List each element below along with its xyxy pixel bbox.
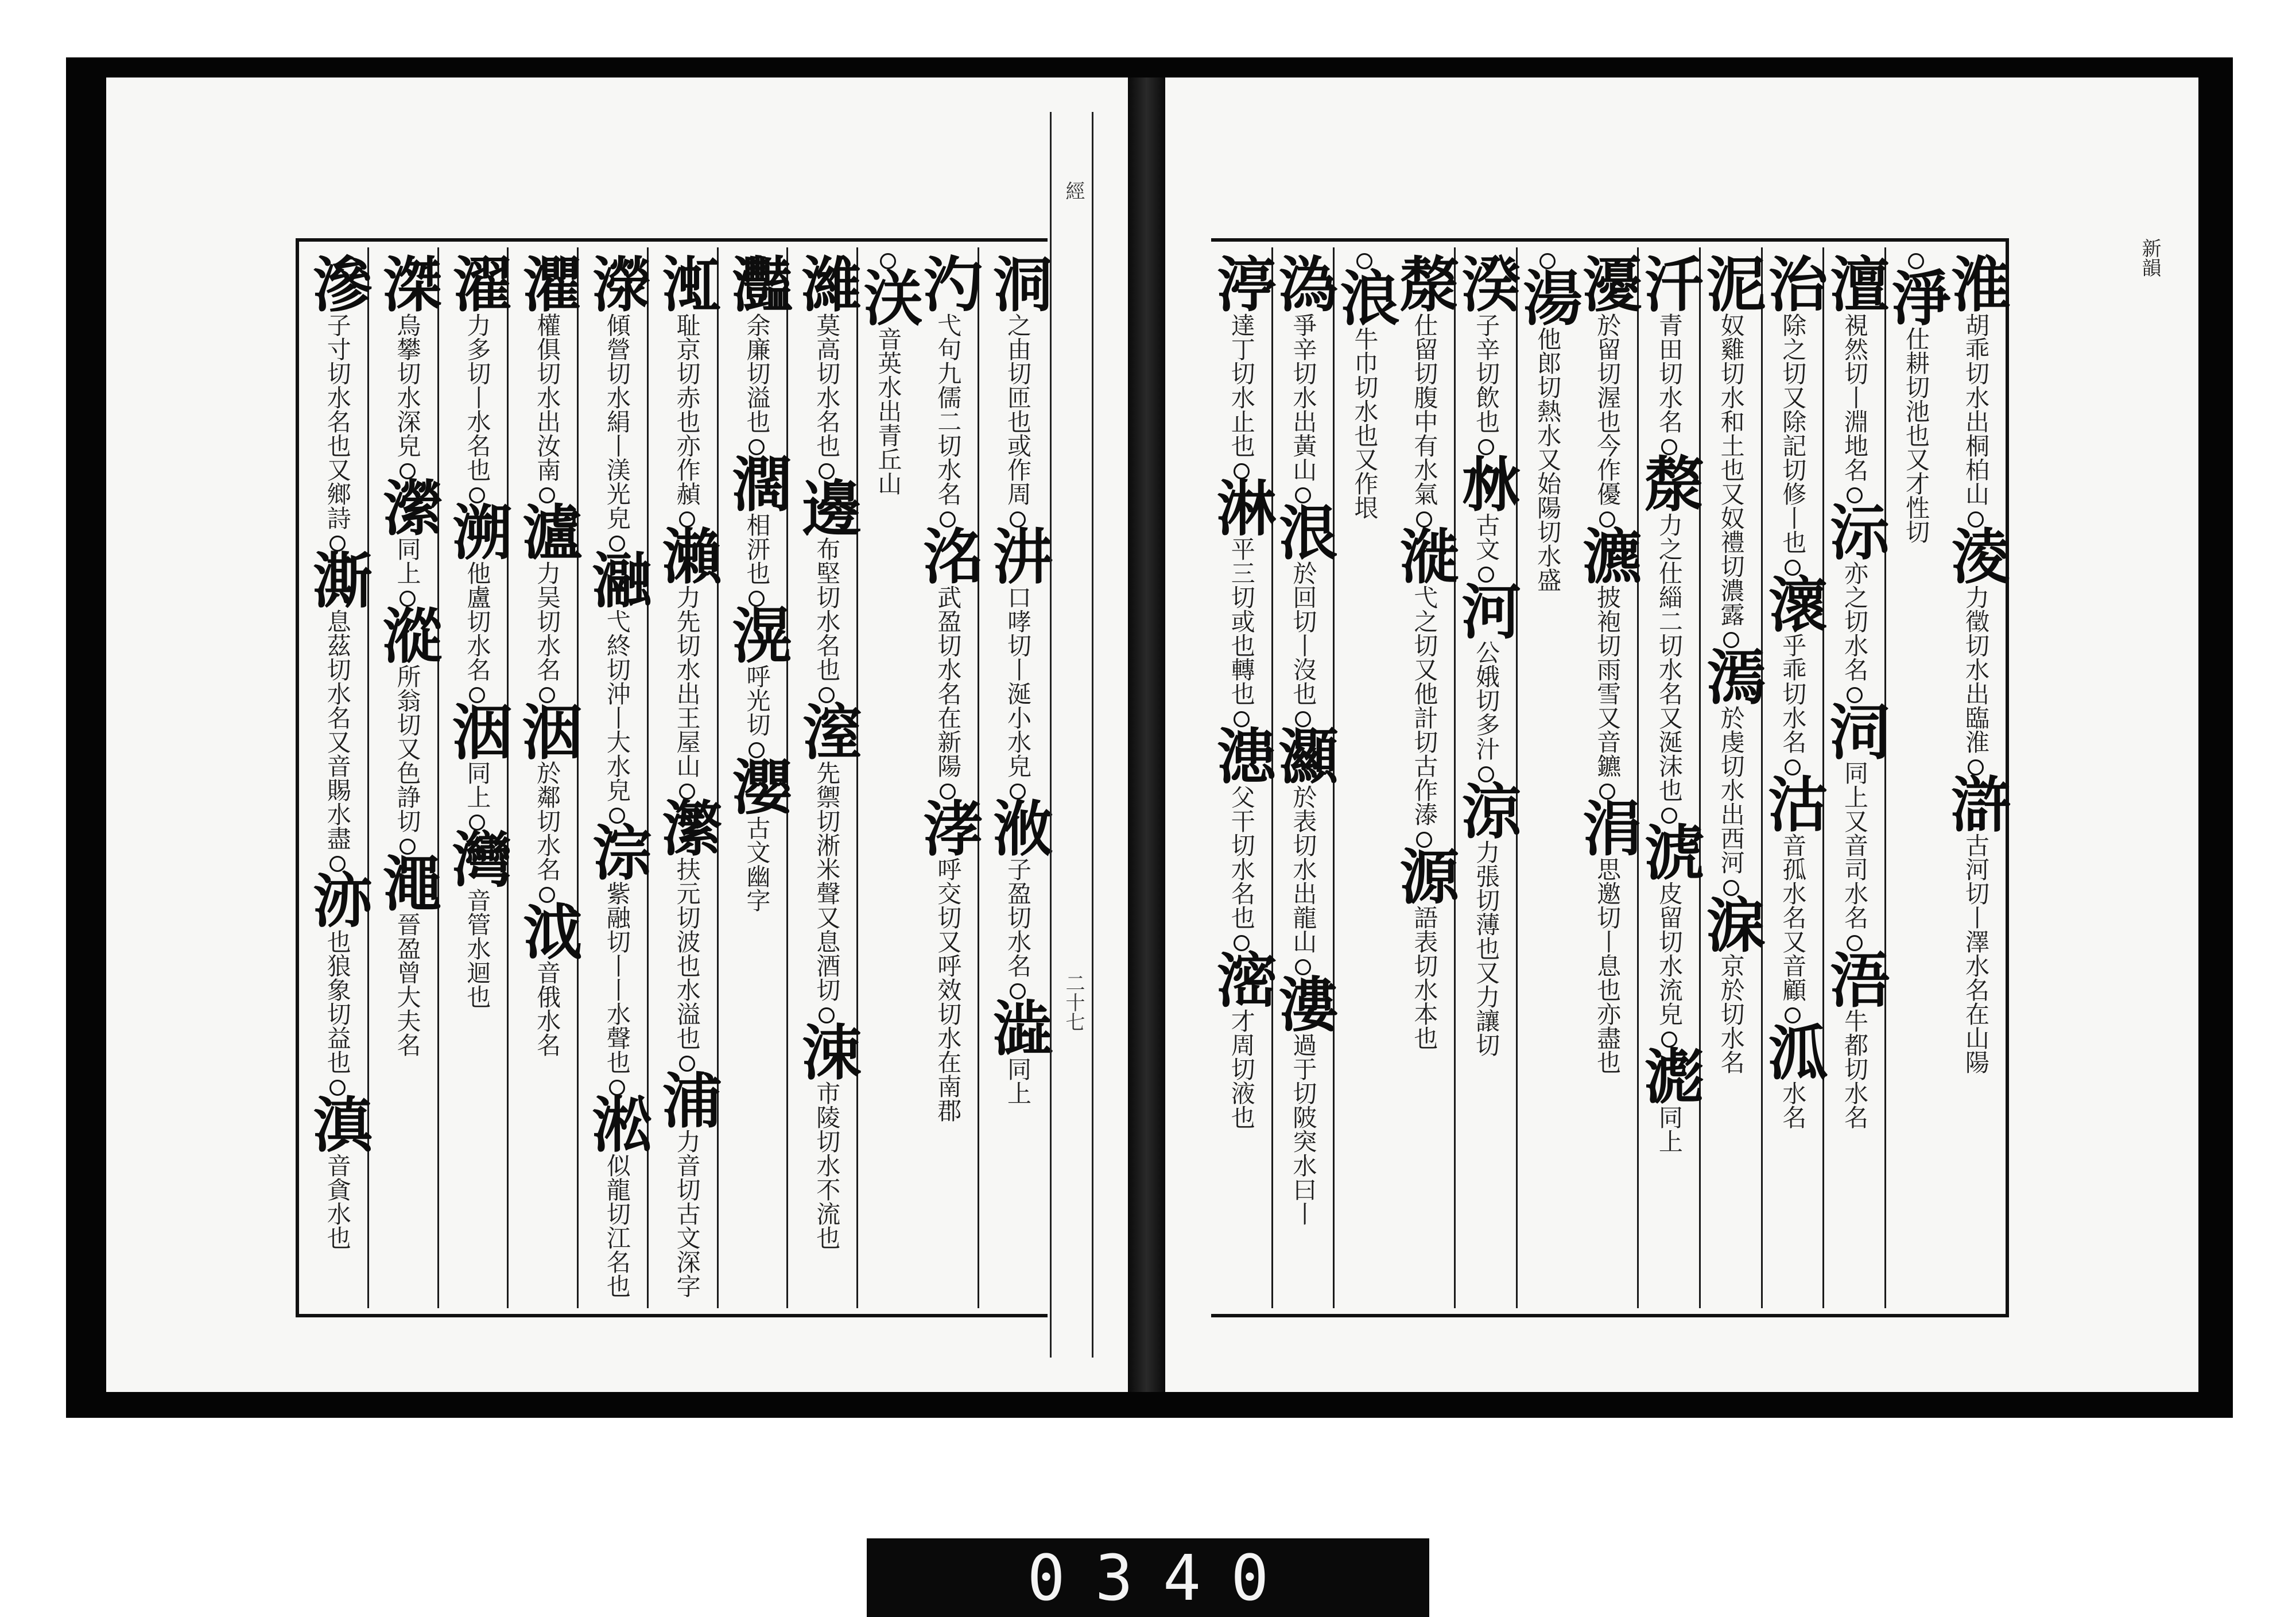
dictionary-entry (1206, 711, 1277, 929)
entry-headword: 涓 (1572, 797, 1643, 857)
right-column (1820, 247, 1890, 1308)
entry-gloss: 亦之切水名 (1841, 561, 1869, 681)
dictionary-entry (1206, 935, 1277, 1129)
entry-headword: 澶 (1820, 253, 1890, 313)
entry-headword: 洂 (302, 870, 373, 929)
entry-headword: 溯 (442, 501, 513, 561)
entry-gloss: 口哮切丨涎小水皃 (1004, 585, 1032, 778)
dictionary-entry (1268, 959, 1339, 1226)
dictionary-entry (442, 815, 513, 1009)
entry-headword: 漶 (1206, 725, 1277, 785)
entry-headword: 湯 (1512, 267, 1584, 327)
right-column (1512, 247, 1643, 1308)
right-column (1329, 247, 1460, 1308)
right-column (1758, 247, 1829, 1308)
entry-headword: 滇 (302, 1093, 373, 1153)
dictionary-entry (651, 784, 723, 1050)
dictionary-entry (1696, 880, 1767, 1074)
left-column (437, 247, 513, 1308)
entry-gloss: 力張切薄也又力讓切 (1472, 840, 1501, 1057)
entry-headword: 沝 (1451, 453, 1522, 513)
dictionary-entry (1941, 511, 2011, 754)
entry-headword: 泧 (512, 901, 583, 960)
right-column (1634, 247, 1705, 1308)
left-column (647, 247, 723, 1308)
right-column (1268, 247, 1339, 1308)
entry-gloss: 同上 (463, 761, 492, 809)
left-column (853, 247, 984, 1308)
dictionary-entry (1572, 784, 1643, 1074)
entry-gloss: 同上 (1004, 1057, 1032, 1105)
left-column (299, 247, 373, 1308)
entry-gloss: 於留切渥也今作優 (1593, 313, 1622, 506)
dictionary-entry (581, 253, 653, 530)
entry-gloss: 子盈切水名 (1004, 857, 1032, 978)
dictionary-entry (1451, 253, 1522, 433)
dictionary-entry (442, 687, 513, 809)
dictionary-entry (1820, 687, 1890, 929)
dictionary-entry (722, 591, 793, 736)
entry-headword: 淞 (581, 1093, 653, 1153)
left-page-number: 二十七 (1062, 973, 1085, 1032)
dictionary-entry (1268, 711, 1339, 953)
entry-headword: 渟 (1206, 253, 1277, 313)
left-column (717, 247, 793, 1308)
entry-headword: 漎 (372, 604, 443, 664)
entry-headword: 漦 (1389, 253, 1460, 313)
dictionary-entry (983, 511, 1053, 778)
entry-gloss: 牛巾切水也又作垠 (1351, 327, 1379, 519)
right-columns (1206, 247, 2011, 1308)
entry-gloss: 仕耕切池也又才性切 (1902, 327, 1930, 544)
entry-headword: 滮 (1634, 1045, 1705, 1105)
left-column (507, 247, 583, 1308)
dictionary-entry (722, 742, 793, 912)
dictionary-entry (1512, 253, 1584, 592)
entry-headword: 泒 (1758, 1021, 1829, 1081)
entry-headword: 瀴 (722, 756, 793, 816)
entry-gloss: 耻京切赤也亦作赬 (673, 313, 701, 506)
dictionary-entry (1941, 759, 2011, 1074)
entry-headword: 洇 (442, 701, 513, 761)
dictionary-entry (581, 808, 653, 1074)
entry-gloss: 音英水出青丘山 (874, 327, 903, 495)
entry-gloss: 平三切或也轉也 (1227, 537, 1256, 705)
scan-frame (66, 57, 2233, 1418)
entry-headword: 洺 (913, 525, 984, 585)
left-column (786, 247, 863, 1308)
entry-headword: 瀜 (581, 549, 653, 609)
entry-gloss: 胡乖切水出桐柏山 (1962, 313, 1990, 506)
dictionary-entry (1268, 487, 1339, 705)
stamp-number: 0340 (1027, 1541, 1299, 1615)
entry-headword: 淨 (1881, 267, 1952, 327)
entry-headword: 溈 (1268, 253, 1339, 313)
entry-headword: 漦 (1634, 453, 1705, 513)
entry-gloss: 於鄰切水名 (533, 761, 562, 881)
entry-headword: 淋 (1206, 477, 1277, 537)
dictionary-entry (1389, 253, 1460, 506)
dictionary-entry (1206, 463, 1277, 705)
entry-headword: 泀 (1820, 701, 1890, 761)
entry-headword: 滲 (302, 253, 373, 313)
dictionary-entry (853, 253, 924, 495)
entry-gloss: 呼光切 (743, 664, 771, 736)
entry-gloss: 弋終切沖丨大水皃 (603, 609, 631, 802)
entry-headword: 泥 (1696, 253, 1767, 313)
entry-gloss: 權俱切水出汝南 (533, 313, 562, 482)
entry-headword: 澌 (302, 549, 373, 609)
dictionary-entry (1451, 567, 1522, 761)
entry-headword: 滵 (1206, 949, 1277, 1009)
entry-headword: 河 (1451, 580, 1522, 640)
book-spine (1128, 77, 1165, 1392)
dictionary-entry (1696, 632, 1767, 874)
entry-gloss: 先禦切淅米聲又息酒切 (813, 761, 841, 1002)
dictionary-entry (913, 511, 984, 778)
entry-gloss: 古河切丨澤水名在山陽 (1962, 833, 1990, 1074)
entry-headword: 洞 (983, 253, 1053, 313)
entry-headword: 瀤 (1758, 573, 1829, 633)
entry-headword: 漇 (1389, 525, 1460, 585)
entry-headword: 淩 (1941, 525, 2011, 585)
right-margin-label: 新韻 (2138, 238, 2161, 277)
entry-gloss: 所翁切又色諍切 (393, 664, 422, 833)
dictionary-entry (512, 887, 583, 1057)
dictionary-entry (913, 784, 984, 1122)
entry-headword: 浦 (651, 1069, 723, 1129)
entry-gloss: 皮留切水流皃 (1655, 881, 1684, 1026)
dictionary-entry (1820, 935, 1890, 1129)
left-text-block (296, 238, 1053, 1317)
entry-gloss: 音孤水名又音顧 (1779, 833, 1808, 1002)
dictionary-entry (983, 784, 1053, 978)
entry-gloss: 力之仕緇二切水名又涎沫也 (1655, 513, 1684, 802)
entry-gloss: 公娥切多汁 (1472, 640, 1501, 761)
dictionary-entry (1572, 253, 1643, 506)
entry-headword: 渱 (651, 253, 723, 313)
dictionary-entry (651, 1056, 723, 1298)
entry-headword: 漹 (1696, 646, 1767, 705)
entry-headword: 滉 (722, 604, 793, 664)
entry-gloss: 於回切丨沒也 (1289, 561, 1318, 705)
entry-headword: 汋 (913, 253, 984, 313)
entry-gloss: 同上 (393, 537, 422, 585)
entry-gloss: 相汧也 (743, 513, 771, 585)
dictionary-entry (651, 511, 723, 778)
entry-headword: 滸 (1941, 773, 2011, 833)
dictionary-entry (1329, 253, 1401, 519)
entry-gloss: 似龍切江名也 (603, 1153, 631, 1298)
entry-gloss: 子寸切水名也又鄉詩 (323, 313, 352, 530)
entry-headword: 瀿 (651, 797, 723, 857)
entry-headword: 沽 (1758, 773, 1829, 833)
entry-gloss: 青田切水名 (1655, 313, 1684, 433)
right-column (1206, 247, 1277, 1308)
archive-stamp (867, 1538, 1429, 1617)
entry-gloss: 他郎切熱水又始陽切水盛 (1534, 327, 1562, 592)
entry-gloss: 才周切液也 (1227, 1009, 1256, 1129)
entry-gloss: 視然切丨淵地名 (1841, 313, 1869, 482)
entry-gloss: 武盈切水名在新陽 (934, 585, 963, 778)
dictionary-entry (372, 463, 443, 585)
entry-headword: 泿 (1268, 501, 1339, 561)
dictionary-entry (1881, 253, 1952, 544)
dictionary-entry (302, 856, 373, 1074)
entry-gloss: 晉盈曾大夫名 (393, 912, 422, 1057)
right-column (1696, 247, 1767, 1308)
entry-headword: 瀘 (512, 501, 583, 561)
entry-headword: 淭 (1696, 894, 1767, 953)
dictionary-entry (1572, 511, 1643, 778)
entry-gloss: 牛都切水名 (1841, 1009, 1869, 1129)
dictionary-entry (1634, 253, 1705, 433)
entry-gloss: 力徵切水出臨淮 (1962, 585, 1990, 754)
entry-headword: 汫 (983, 525, 1053, 585)
entry-gloss: 弋句九儒二切水名 (934, 313, 963, 506)
entry-gloss: 力先切水出王屋山 (673, 585, 701, 778)
dictionary-entry (581, 536, 653, 802)
entry-headword: 淙 (581, 821, 653, 881)
dictionary-entry (1758, 560, 1829, 754)
dictionary-entry (512, 687, 583, 881)
dictionary-entry (1451, 766, 1522, 1057)
entry-headword: 濶 (722, 453, 793, 513)
entry-gloss: 水名 (1779, 1081, 1808, 1129)
entry-gloss: 力吴切水名 (533, 561, 562, 681)
entry-gloss: 古文 (1472, 513, 1501, 561)
entry-headword: 瀀 (1572, 253, 1643, 313)
dictionary-entry (651, 253, 723, 506)
right-column (1451, 247, 1522, 1308)
dictionary-entry (302, 536, 373, 850)
entry-gloss: 思邀切丨息也亦盡也 (1593, 857, 1622, 1074)
dictionary-entry (1634, 808, 1705, 1026)
dictionary-entry (1634, 439, 1705, 802)
dictionary-entry (1941, 253, 2011, 506)
entry-headword: 濴 (581, 253, 653, 313)
entry-gloss: 仕留切腹中有水氣 (1410, 313, 1439, 506)
dictionary-entry (1389, 511, 1460, 826)
entry-gloss: 紫融切丨丨水聲也 (603, 881, 631, 1074)
dictionary-entry (722, 253, 793, 433)
entry-headword: 濯 (442, 253, 513, 313)
entry-headword: 沶 (1820, 501, 1890, 561)
dictionary-entry (512, 487, 583, 681)
entry-headword: 淮 (1941, 253, 2011, 313)
dictionary-entry (983, 253, 1053, 506)
right-text-block (1206, 238, 2011, 1317)
entry-headword: 瀌 (1572, 525, 1643, 585)
entry-gloss: 乎乖切水名 (1779, 633, 1808, 754)
dictionary-entry (722, 439, 793, 585)
entry-gloss: 同上 (1655, 1105, 1684, 1153)
entry-headword: 漊 (1268, 973, 1339, 1033)
entry-gloss: 過于切陂突水曰丨 (1289, 1033, 1318, 1226)
entry-headword: 源 (1389, 846, 1460, 905)
left-column (978, 247, 1053, 1308)
dictionary-entry (1820, 487, 1890, 681)
entry-gloss: 於虔切水出西河 (1717, 705, 1746, 874)
entry-headword: 涼 (1451, 780, 1522, 840)
entry-headword: 浯 (1820, 949, 1890, 1009)
left-margin-label: 經 (1062, 181, 1085, 200)
entry-headword: 潌 (792, 701, 863, 761)
entry-gloss: 父干切水名也 (1227, 785, 1256, 929)
dictionary-entry (372, 839, 443, 1057)
dictionary-entry (442, 487, 513, 681)
dictionary-entry (1758, 253, 1829, 554)
entry-headword: 灩 (722, 253, 793, 313)
entry-headword: 灈 (512, 253, 583, 313)
entry-gloss: 之由切匝也或作周 (1004, 313, 1032, 506)
dictionary-entry (1634, 1032, 1705, 1153)
entry-gloss: 力多切丨水名也 (463, 313, 492, 482)
entry-gloss: 爭辛切水出黃山 (1289, 313, 1318, 482)
dictionary-entry (442, 253, 513, 482)
entry-headword: 浟 (983, 797, 1053, 857)
entry-gloss: 傾營切水絹丨渼光皃 (603, 313, 631, 530)
dictionary-entry (372, 253, 443, 457)
dictionary-entry (1758, 759, 1829, 1002)
entry-gloss: 呼交切又呼效切水在南郡 (934, 857, 963, 1122)
dictionary-entry (1268, 253, 1339, 482)
dictionary-entry (792, 253, 863, 457)
dictionary-entry (1696, 253, 1767, 626)
dictionary-entry (792, 1007, 863, 1250)
entry-gloss: 奴雞切水和土也又奴禮切濃露 (1717, 313, 1746, 626)
dictionary-entry (792, 687, 863, 1002)
entry-gloss: 余廉切溢也 (743, 313, 771, 433)
entry-headword: 邊 (792, 477, 863, 537)
entry-gloss: 音貪水也 (323, 1153, 352, 1250)
entry-gloss: 披袍切雨雪又音鑣 (1593, 585, 1622, 778)
dictionary-entry (1758, 1007, 1829, 1129)
entry-gloss: 布堅切水名也 (813, 537, 841, 681)
entry-gloss: 市陵切水不流也 (813, 1081, 841, 1250)
entry-gloss: 也狼象切益也 (323, 929, 352, 1074)
dictionary-entry (1451, 439, 1522, 561)
entry-headword: 治 (1758, 253, 1829, 313)
entry-headword: 涑 (792, 1021, 863, 1081)
entry-gloss: 力音切古文深字 (673, 1129, 701, 1298)
entry-gloss: 他盧切水名 (463, 561, 492, 681)
entry-gloss: 烏攀切水深皃 (393, 313, 422, 457)
entry-gloss: 弋之切又他計切古作溙 (1410, 585, 1439, 826)
entry-gloss: 息茲切水名又音賜水盡 (323, 609, 352, 850)
entry-headword: 洇 (512, 701, 583, 761)
left-page-margin (1050, 112, 1093, 1358)
entry-gloss: 同上又音司水名 (1841, 761, 1869, 929)
dictionary-entry (372, 591, 443, 833)
entry-headword: 灦 (1268, 725, 1339, 785)
entry-gloss: 古文幽字 (743, 816, 771, 912)
entry-gloss: 音管水迴也 (463, 888, 492, 1009)
entry-gloss: 扶元切波也水溢也 (673, 857, 701, 1050)
entry-headword: 浪 (1329, 267, 1401, 327)
entry-headword: 汘 (1634, 253, 1705, 313)
left-columns (299, 247, 1053, 1308)
entry-headword: 瀨 (651, 525, 723, 585)
entry-headword: 瀠 (372, 477, 443, 537)
right-page (1165, 77, 2198, 1392)
right-column (1881, 247, 2011, 1308)
entry-headword: 澠 (372, 852, 443, 912)
dictionary-entry (1389, 832, 1460, 1050)
dictionary-entry (983, 983, 1053, 1105)
entry-gloss: 除之切又除記切修丨也 (1779, 313, 1808, 554)
left-page (106, 77, 1128, 1392)
entry-gloss: 於表切水出龍山 (1289, 785, 1318, 953)
entry-gloss: 音俄水名 (533, 960, 562, 1057)
left-column (367, 247, 443, 1308)
entry-gloss: 達丁切水止也 (1227, 313, 1256, 457)
left-column (577, 247, 653, 1308)
dictionary-entry (1820, 253, 1890, 482)
entry-headword: 淲 (1634, 821, 1705, 881)
entry-headword: 滐 (372, 253, 443, 313)
dictionary-entry (302, 253, 373, 530)
entry-headword: 湀 (1451, 253, 1522, 313)
dictionary-entry (792, 463, 863, 681)
dictionary-entry (1206, 253, 1277, 457)
entry-gloss: 京於切水名 (1717, 953, 1746, 1074)
entry-gloss: 語表切水本也 (1410, 905, 1439, 1050)
entry-headword: 涍 (913, 797, 984, 857)
entry-headword: 浂 (853, 267, 924, 327)
entry-headword: 濰 (792, 253, 863, 313)
entry-headword: 灣 (442, 828, 513, 888)
entry-headword: 澁 (983, 997, 1053, 1057)
dictionary-entry (512, 253, 583, 482)
entry-gloss: 子辛切飲也 (1472, 313, 1501, 433)
dictionary-entry (302, 1080, 373, 1250)
dictionary-entry (913, 253, 984, 506)
entry-gloss: 莫高切水名也 (813, 313, 841, 457)
dictionary-entry (581, 1080, 653, 1298)
